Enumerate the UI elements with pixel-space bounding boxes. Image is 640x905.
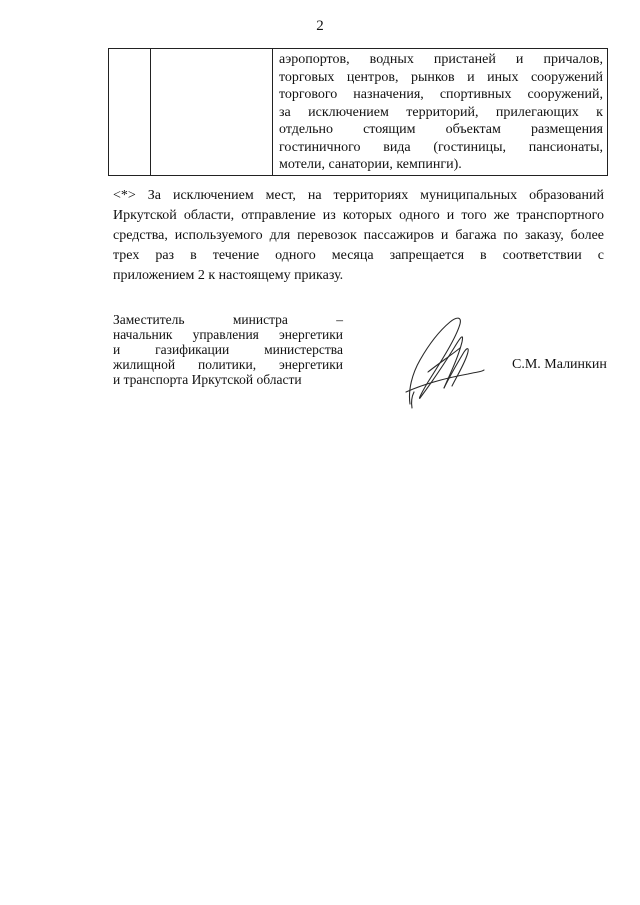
cell-line: отдельно стоящим объектам размещения (279, 122, 603, 137)
footnote-line: средства, используемого для перевозок пассажиров и багажа по заказу, более (113, 228, 604, 243)
cell-line: торговых центров, рынков и иных сооружений (279, 69, 603, 85)
cell-line: гостиничного вида (гостиницы, пансионаты, (279, 139, 603, 155)
cell-line: аэропортов, водных пристаней и причалов, (279, 52, 603, 67)
signer-title-line: Заместитель министра – (113, 312, 343, 327)
footnote-line: <*> За исключением мест, на территориях муниципальных образований (113, 188, 604, 203)
cell-line: за исключением территорий, прилегающих к (279, 104, 603, 120)
table-cell-number (109, 49, 151, 176)
footnote-line: приложением 2 к настоящему приказу. (113, 268, 344, 283)
continuation-table (108, 48, 608, 176)
page-number: 2 (316, 18, 324, 34)
signer-title-line: жилищной политики, энергетики (113, 357, 343, 372)
signer-title-line: начальник управления энергетики (113, 327, 343, 342)
footnote-line: Иркутской области, отправление из которых одного и того же транспортного (113, 208, 604, 223)
footnote-line: трех раз в течение одного месяца запрещается в соответствии с (113, 248, 604, 263)
cell-line: торгового назначения, спортивных сооружений, (279, 87, 603, 102)
handwritten-signature (398, 312, 488, 412)
table-cell-description (273, 49, 608, 176)
signer-title (113, 312, 343, 387)
table-row (109, 49, 608, 176)
signer-name: С.М. Малинкин (512, 357, 607, 372)
signer-title-line: и транспорта Иркутской области (113, 372, 302, 387)
table-cell-category (151, 49, 273, 176)
footnote (113, 186, 604, 286)
table-cell-text (273, 49, 607, 174)
cell-line: мотели, санатории, кемпинги). (279, 157, 462, 172)
signer-title-line: и газификации министерства (113, 342, 343, 357)
